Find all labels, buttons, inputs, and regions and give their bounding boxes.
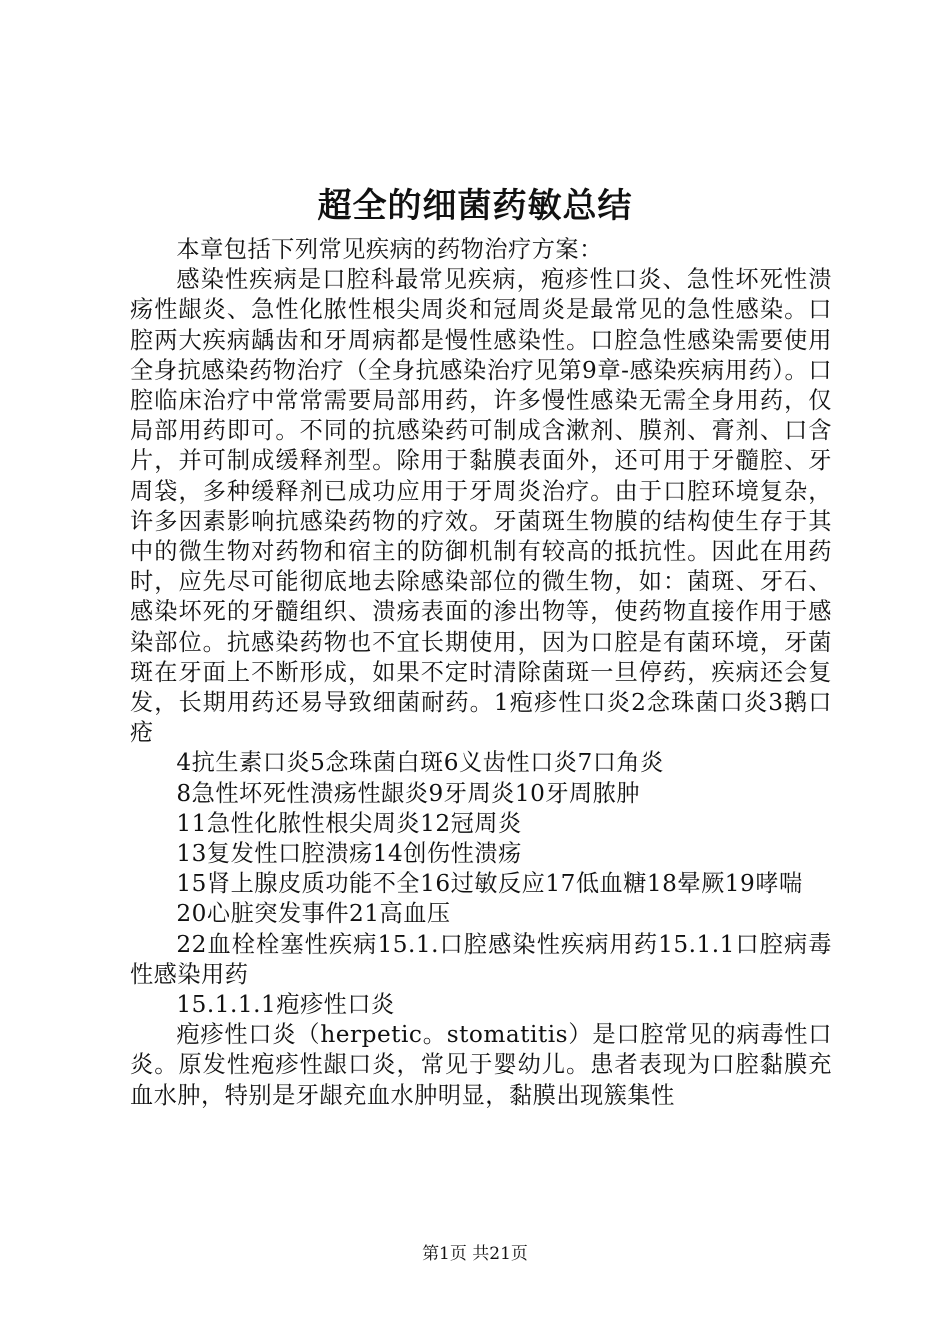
document-body [130,235,832,1111]
paragraph-list-line: 15肾上腺皮质功能不全16过敏反应17低血糖18晕厥19哮喘 [176,870,803,898]
paragraph-intro: 本章包括下列常见疾病的药物治疗方案： [176,236,603,263]
document-title: 超全的细菌药敏总结 [317,186,633,226]
paragraph-main: 感染性疾病是口腔科最常见疾病，疱疹性口炎、急性坏死性溃疡性龈炎、急性化脓性根尖周炎和冠周炎是最常见的急性感染。口腔两大疾病龋齿和牙周病都是慢性感染性。口腔急性感染需要使用全身抗感染药物治疗（全身抗感染治疗见第9章-感染疾病用药）。口腔临床治疗中常常需要局部用药，许多慢性感染无需全身用药，仅局部用药即可。不同的抗感染药可制成含漱剂、膜剂、膏剂、口含片，并可制成缓释剂型。除用于黏膜表面外，还可用于牙髓腔、牙周袋，多种缓释剂已成功应用于牙周炎治疗。由于口腔环境复杂，许多因素影响抗感染药物的疗效。牙菌斑生物膜的结构使生存于其中的微生物对药物和宿主的防御机制有较高的抵抗性。因此在用药时，应先尽可能彻底地去除感染部位的微生物，如：菌斑、牙石、感染坏死的牙髓组织、溃疡表面的渗出物等，使药物直接作用于感染部位。抗感染药物也不宜长期使用，因为口腔是有菌环境，牙菌斑在牙面上不断形成，如果不定时清除菌斑一旦停药，疾病还会复发，长期用药还易导致细菌耐药。1疱疹性口炎2念珠菌口炎3鹅口疮 [130,266,832,747]
paragraph-subsection-heading: 15.1.1.1疱疹性口炎 [176,991,395,1019]
page-number-footer: 第1页 共21页 [422,1244,528,1264]
paragraph-list-line: 11急性化脓性根尖周炎12冠周炎 [176,809,522,837]
paragraph-section-heading: 22血栓栓塞性疾病15.1.口腔感染性疾病用药15.1.1口腔病毒性感染用药 [130,930,832,988]
paragraph-list-line: 13复发性口腔溃疡14创伤性溃疡 [176,840,522,868]
paragraph-list-line: 8急性坏死性溃疡性龈炎9牙周炎10牙周脓肿 [176,779,641,807]
paragraph-list-line: 20心脏突发事件21高血压 [176,900,451,928]
paragraph-herpetic-stomatitis: 疱疹性口炎（herpetic。stomatitis）是口腔常见的病毒性口炎。原发性疱疹性龈口炎，常见于婴幼儿。患者表现为口腔黏膜充血水肿，特别是牙龈充血水肿明显，黏膜出现簇集性 [130,1021,832,1109]
paragraph-list-line: 4抗生素口炎5念珠菌白斑6义齿性口炎7口角炎 [176,749,664,777]
